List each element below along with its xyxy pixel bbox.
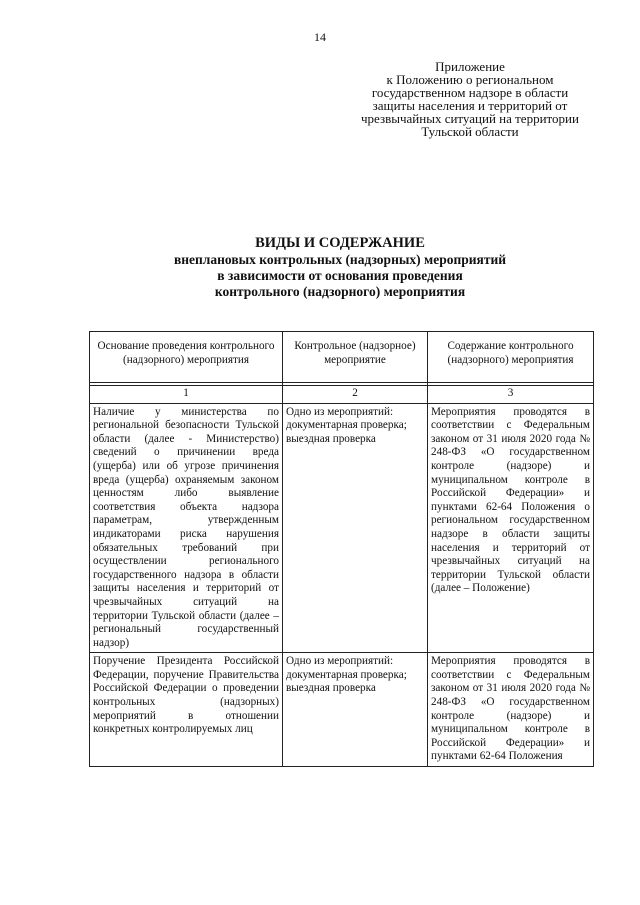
header-basis: Основание проведения контрольного (надзорного) мероприятия	[90, 332, 283, 383]
title-line: внеплановых контрольных (надзорных) мероприятий	[173, 252, 507, 267]
basis-cell: Поручение Президента Российской Федерации, поручение Правительства Российской Федерации о проведении контрольных (надзорных) мероприятий в отношении конкретных контролируемых лиц	[90, 653, 283, 767]
appendix-line: Приложение	[435, 59, 505, 74]
column-number: 3	[428, 386, 594, 404]
document-title	[100, 235, 580, 300]
title-line: контрольного (надзорного) мероприятия	[214, 284, 466, 299]
appendix-line: чрезвычайных ситуаций на территории	[361, 111, 579, 126]
header-content: Содержание контрольного (надзорного) мероприятия	[428, 332, 594, 383]
column-number: 2	[283, 386, 428, 404]
header-event: Контрольное (надзорное) мероприятие	[283, 332, 428, 383]
basis-cell: Наличие у министерства по региональной безопасности Тульской области (далее - Министерство) сведений о причинении вреда (ущерба) или об угрозе причинения вреда (ущерба) охраняемым законом ценностям либо выявление соответствия объекта надзора параметрам, утвержденным индикаторами риска нарушения обязательных требований при осуществлении регионального государственного надзора в области защиты населения и территорий от чрезвычайных ситуаций на территории Тульской области (далее – региональный государственный надзор)	[90, 403, 283, 653]
table-row	[90, 653, 594, 767]
measures-table	[89, 331, 594, 767]
content-cell: Мероприятия проводятся в соответствии с Федеральным законом от 31 июля 2020 года № 248-ФЗ «О государственном контроле (надзоре) и муниципальном контроле в Российской Федерации» и пунктами 62-64 Положения	[428, 653, 594, 767]
column-number: 1	[90, 386, 283, 404]
content-cell: Мероприятия проводятся в соответствии с Федеральным законом от 31 июля 2020 года № 248-ФЗ «О государственном контроле (надзоре) и муниципальном контроле в Российской Федерации» и пунктами 62-64 Положения о региональном государственном надзоре в области защиты населения и территорий от чрезвычайных ситуаций на территории Тульской области (далее – Положение)	[428, 403, 594, 653]
table-row	[90, 403, 594, 653]
appendix-line: государственном надзоре в области	[371, 85, 569, 100]
appendix-line: защиты населения и территорий от	[372, 98, 568, 113]
page-number: 14	[314, 30, 326, 44]
column-number-row	[90, 386, 594, 404]
event-cell: Одно из мероприятий: документарная проверка; выездная проверка	[283, 403, 428, 653]
appendix-line: к Положению о региональном	[386, 72, 554, 87]
title-line: в зависимости от основания проведения	[217, 268, 463, 283]
table-header-row	[90, 332, 594, 383]
event-cell: Одно из мероприятий: документарная проверка; выездная проверка	[283, 653, 428, 767]
appendix-note	[320, 60, 620, 138]
title-main: ВИДЫ И СОДЕРЖАНИЕ	[255, 235, 425, 251]
appendix-line: Тульской области	[421, 124, 519, 139]
